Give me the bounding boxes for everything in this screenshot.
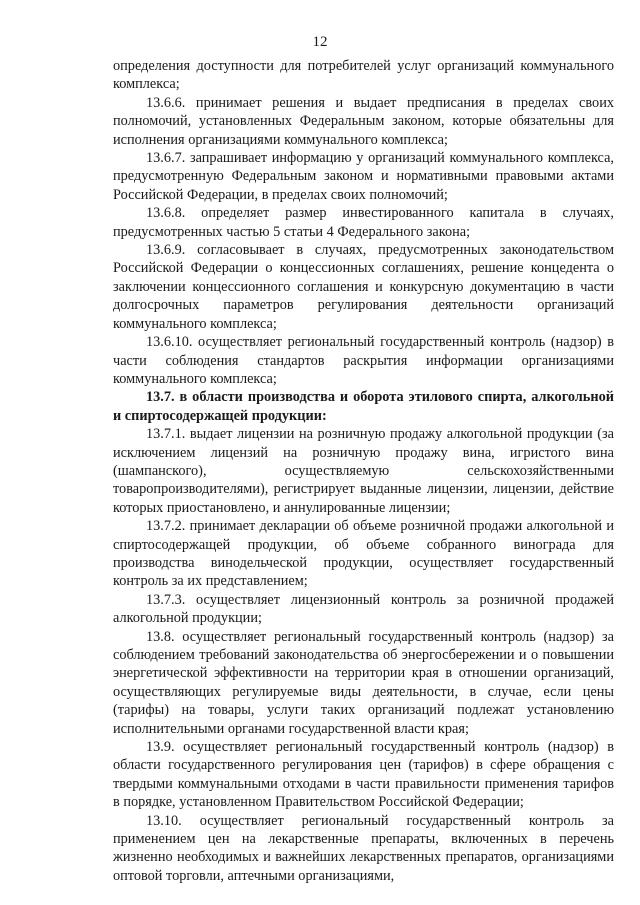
paragraph-13-7-2: 13.7.2. принимает декларации об объеме розничной продажи алкогольной и спиртосодержащей продукции, об объеме собранного винограда для производства винодельческой продукции, осуществляет государственный контроль за их представлением; [113,518,614,590]
paragraph-13-7-3: 13.7.3. осуществляет лицензионный контроль за розничной продажей алкогольной продукции; [113,591,614,627]
document-body [113,57,614,885]
paragraph-13-6-9: 13.6.9. согласовывает в случаях, предусмотренных законодательством Российской Федерации о концессионных соглашениях, решение концедента о заключении концессионного соглашения и конкурсную документацию в части долгосрочных параметров регулирования деятельности организаций коммунального комплекса; [113,242,614,332]
paragraph-13-6-6: 13.6.6. принимает решения и выдает предписания в пределах своих полномочий, установленных Федеральным законом, которые обязательны для исполнения организациями коммунального комплекса; [113,94,614,148]
paragraph-13-8: 13.8. осуществляет региональный государственный контроль (надзор) за соблюдением требований законодательства об энергосбережении и о повышении энергетической эффективности на территории края в отношении организаций, осуществляющих регулируемые виды деятельности, в случае, если цены (тарифы) на товары, услуги таких организаций подлежат установлению исполнительными органами государственной власти края; [113,628,614,737]
paragraph-13-9: 13.9. осуществляет региональный государственный контроль (надзор) в области государственного регулирования цен (тарифов) в сфере обращения с твердыми коммунальными отходами в части правильности применения тарифов в порядке, установленном Правительством Российской Федерации; [113,739,614,811]
paragraph-13-6-7: 13.6.7. запрашивает информацию у организаций коммунального комплекса, предусмотренную Федеральным законом и нормативными правовыми актами Российской Федерации, в пределах своих полномочий; [113,150,614,203]
section-heading-13-7: 13.7. в области производства и оборота этилового спирта, алкогольной и спиртосодержащей продукции: [113,389,614,424]
paragraph-13-7-1: 13.7.1. выдает лицензии на розничную продажу алкогольной продукции (за исключением лицензий на розничную продажу вина, игристого вина (шампанского), осуществляемую сельскохозяйственными товаропроизводителями), регистрирует выданные лицензии, лицензии, действие которых приостановлено, и аннулированные лицензии; [113,426,614,516]
paragraph-continuation: определения доступности для потребителей услуг организаций коммунального комплекса; [113,58,614,93]
page-number: 12 [312,34,328,50]
paragraph-13-10: 13.10. осуществляет региональный государственный контроль за применением цен на лекарственные препараты, включенных в перечень жизненно необходимых и важнейших лекарственных препаратов, организациями оптовой торговли, аптечными организациями, [113,812,614,884]
paragraph-13-6-10: 13.6.10. осуществляет региональный государственный контроль (надзор) в части соблюдения стандартов раскрытия информации организациями коммунального комплекса; [113,334,614,387]
paragraph-13-6-8: 13.6.8. определяет размер инвестированного капитала в случаях, предусмотренных частью 5 статьи 4 Федерального закона; [113,205,614,240]
